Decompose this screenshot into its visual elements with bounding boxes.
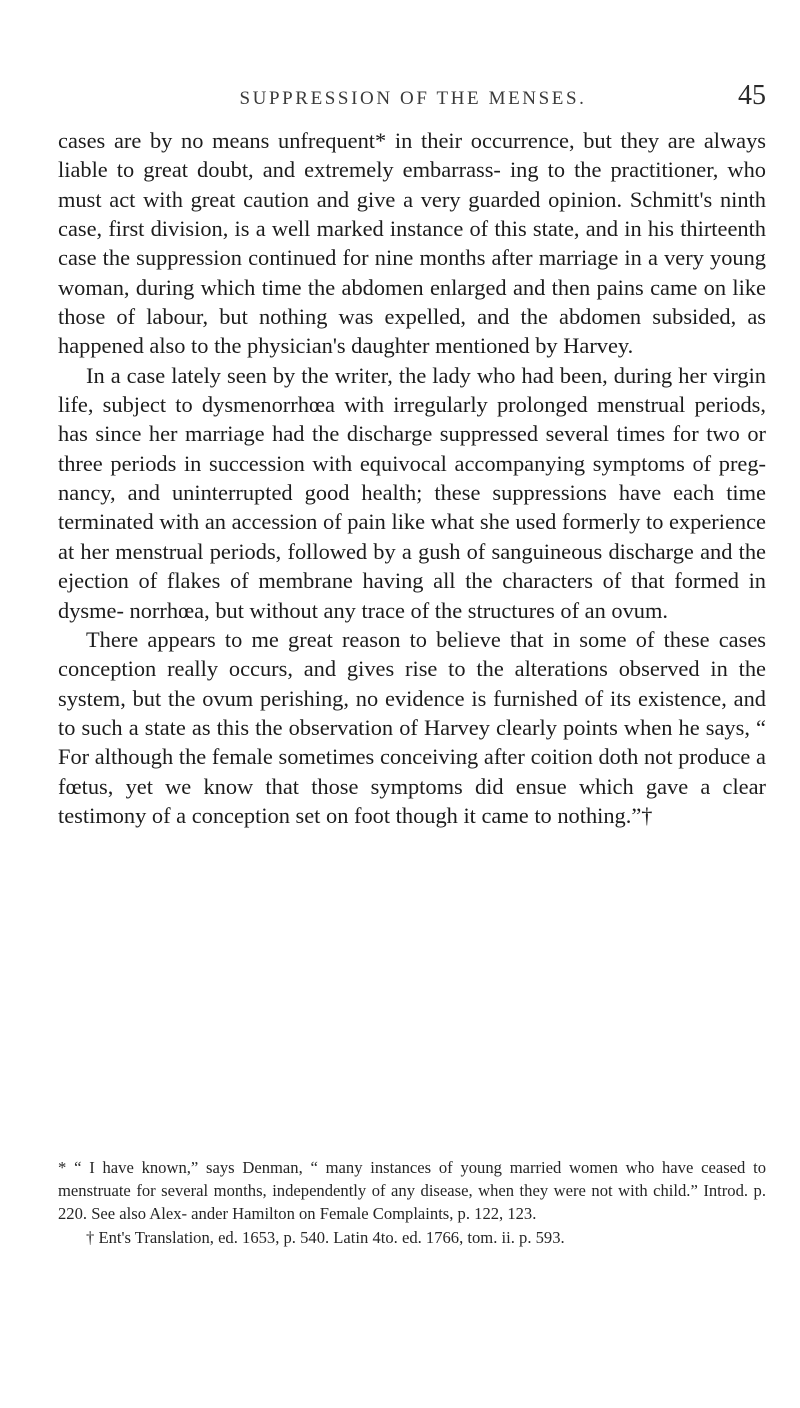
paragraph: There appears to me great reason to believe that in some of these cases conception really occurs, and gives rise to the alterations observed in the system, but the ovum perishing, no evidence is furnished of its existence, and to such a state as this the observation of Harvey clearly points when he says, “ For although the female sometimes conceiving after coition doth not produce a fœtus, yet we know that those symptoms did ensue which gave a clear testimony of a conception set on foot though it came to nothing.”†	[58, 626, 766, 828]
main-text	[58, 126, 766, 830]
footnote: * “ I have known,” says Denman, “ many instances of young married women who have ceased to menstruate for several months, independently of any disease, when they were not with child.” Introd. p. 220. See also Alex- ander Hamilton on Female Complaints, p. 122, 123.	[58, 1158, 766, 1224]
page-number: 45	[738, 80, 766, 111]
running-header	[60, 80, 766, 116]
footnote: † Ent's Translation, ed. 1653, p. 540. Latin 4to. ed. 1766, tom. ii. p. 593.	[86, 1227, 565, 1247]
paragraph: In a case lately seen by the writer, the lady who had been, during her virgin life, subject to dysmenorrhœa with irregularly prolonged menstrual periods, has since her marriage had the discharge suppressed several times for two or three periods in succession with equivocal accompanying symptoms of preg- nancy, and uninterrupted good health; these suppressions have each time terminated with an accession of pain like what she used formerly to experience at her menstrual periods, followed by a gush of sanguineous discharge and the ejection of flakes of membrane having all the characters of that formed in dysme- norrhœa, but without any trace of the structures of an ovum.	[58, 362, 766, 623]
footnotes	[58, 1156, 766, 1249]
running-title: SUPPRESSION OF THE MENSES.	[239, 88, 587, 109]
paragraph: cases are by no means unfrequent* in their occurrence, but they are always liable to great doubt, and extremely embarrass- ing to the practitioner, who must act with great caution and give a very guarded opinion. Schmitt's ninth case, first division, is a well marked instance of this state, and in his thirteenth case the suppression continued for nine months after marriage in a very young woman, during which time the abdomen enlarged and then pains came on like those of labour, but nothing was expelled, and the abdomen subsided, as happened also to the physician's daughter mentioned by Harvey.	[58, 128, 766, 359]
